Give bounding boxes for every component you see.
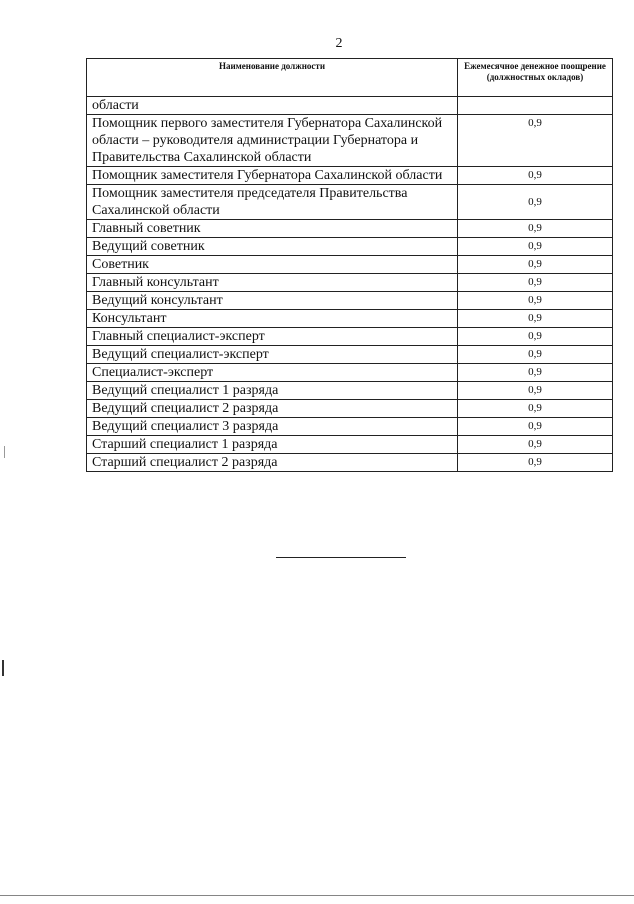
bonus-value: 0,9	[458, 364, 613, 382]
position-name: Ведущий специалист 2 разряда	[87, 400, 458, 418]
position-name: Консультант	[87, 310, 458, 328]
position-name: Ведущий специалист 1 разряда	[87, 382, 458, 400]
position-name: Главный специалист-эксперт	[87, 328, 458, 346]
bonus-value: 0,9	[458, 238, 613, 256]
bonus-value: 0,9	[458, 185, 613, 220]
bonus-value: 0,9	[458, 436, 613, 454]
table-row	[87, 185, 613, 220]
bonus-value: 0,9	[458, 310, 613, 328]
table-row	[87, 364, 613, 382]
table-row	[87, 400, 613, 418]
table-row	[87, 238, 613, 256]
bonus-value: 0,9	[458, 292, 613, 310]
bonus-value: 0,9	[458, 454, 613, 472]
position-name: Старший специалист 2 разряда	[87, 454, 458, 472]
bonus-value: 0,9	[458, 256, 613, 274]
bonus-value: 0,9	[458, 220, 613, 238]
table-row	[87, 220, 613, 238]
position-name: Специалист-эксперт	[87, 364, 458, 382]
position-name: Ведущий специалист 3 разряда	[87, 418, 458, 436]
position-name: Главный консультант	[87, 274, 458, 292]
header-monthly-bonus: Ежемесячное денежное поощрение (должностных окладов)	[458, 59, 613, 97]
position-name: Помощник заместителя Губернатора Сахалинской области	[87, 167, 458, 185]
bonus-value: 0,9	[458, 346, 613, 364]
position-name: Ведущий специалист-эксперт	[87, 346, 458, 364]
table-row	[87, 292, 613, 310]
position-name: Старший специалист 1 разряда	[87, 436, 458, 454]
position-name: Советник	[87, 256, 458, 274]
bonus-value: 0,9	[458, 115, 613, 167]
table-row	[87, 328, 613, 346]
bonus-value: 0,9	[458, 328, 613, 346]
table-row	[87, 167, 613, 185]
table-row	[87, 436, 613, 454]
table-row	[87, 310, 613, 328]
table-header-row	[87, 59, 613, 97]
position-name: Главный советник	[87, 220, 458, 238]
scan-artifact-mark	[2, 660, 4, 676]
scan-artifact-mark	[4, 446, 5, 458]
table-row	[87, 418, 613, 436]
position-name: области	[87, 97, 458, 115]
position-name: Ведущий консультант	[87, 292, 458, 310]
position-name: Помощник заместителя председателя Правительства Сахалинской области	[87, 185, 458, 220]
header-position-name: Наименование должности	[87, 59, 458, 97]
table-row	[87, 454, 613, 472]
table-row	[87, 382, 613, 400]
table-row	[87, 274, 613, 292]
bonus-value: 0,9	[458, 382, 613, 400]
page-number: 2	[335, 36, 343, 51]
table-row	[87, 115, 613, 167]
table-row	[87, 97, 613, 115]
bonus-value	[458, 97, 613, 115]
positions-table	[86, 58, 613, 472]
position-name: Помощник первого заместителя Губернатора Сахалинской области – руководителя администрации Губернатора и Правительства Сахалинской области	[87, 115, 458, 167]
bonus-value: 0,9	[458, 274, 613, 292]
scan-artifact-mark	[0, 895, 634, 896]
bonus-value: 0,9	[458, 167, 613, 185]
position-name: Ведущий советник	[87, 238, 458, 256]
bonus-value: 0,9	[458, 400, 613, 418]
table-row	[87, 256, 613, 274]
table-row	[87, 346, 613, 364]
closing-divider-line	[276, 557, 406, 558]
bonus-value: 0,9	[458, 418, 613, 436]
